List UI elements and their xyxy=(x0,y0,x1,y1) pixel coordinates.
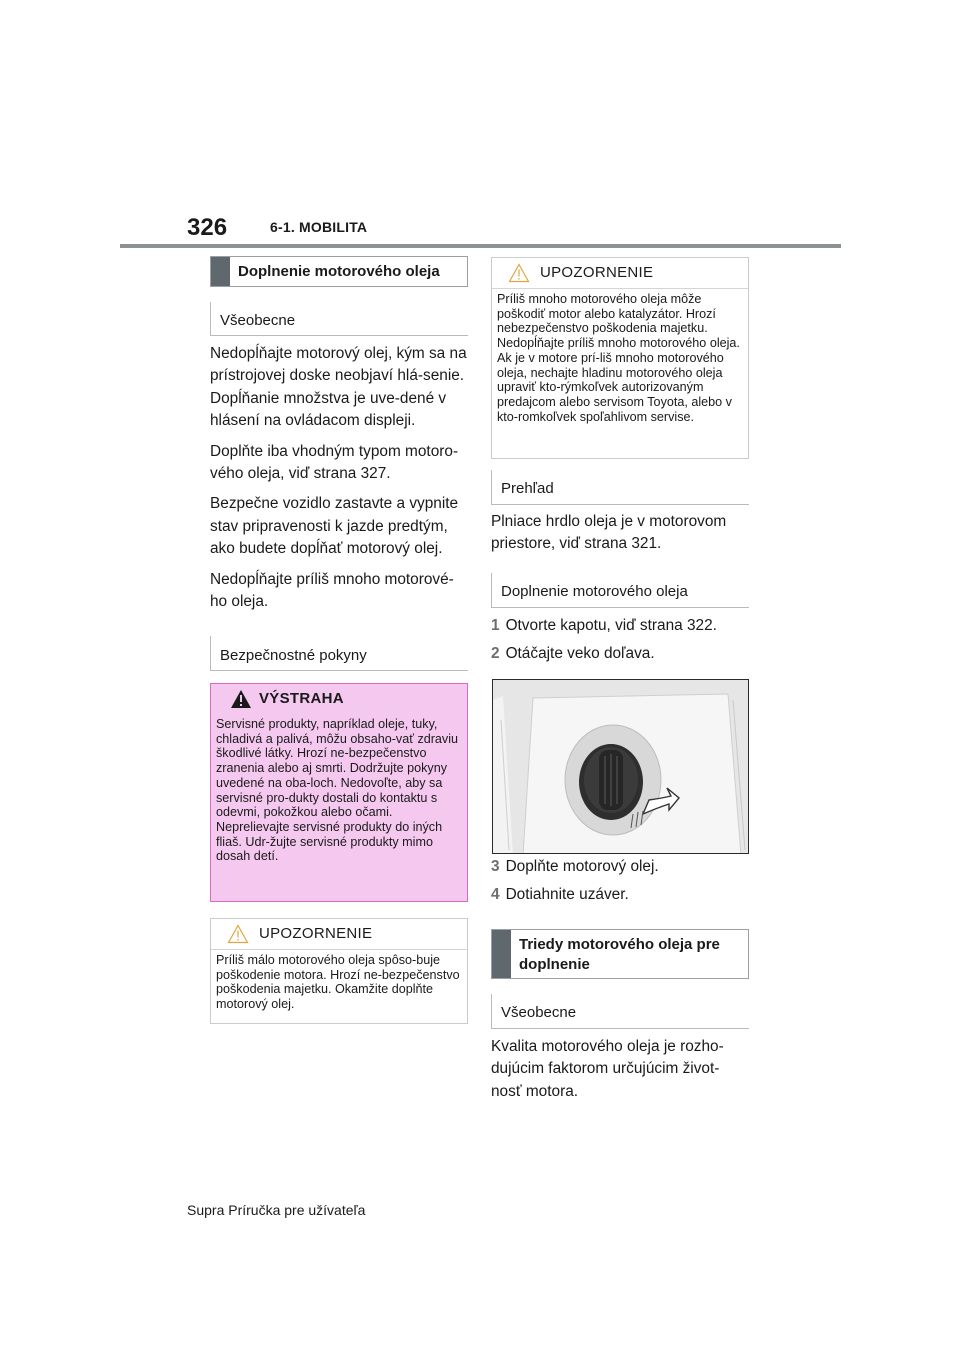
oil-cap-illustration xyxy=(492,679,749,854)
notice-label: UPOZORNENIE xyxy=(259,925,373,942)
caution-outline-triangle-icon xyxy=(227,924,249,944)
chapter-title: 6-1. MOBILITA xyxy=(270,219,368,235)
subhead-refill-label: Doplnenie motorového oleja xyxy=(501,583,688,600)
notice-label: UPOZORNENIE xyxy=(540,264,654,281)
step-text: Otvorte kapotu, viď strana 322. xyxy=(505,617,717,634)
subhead-general-2 xyxy=(491,994,749,1029)
step-text: Doplňte motorový olej. xyxy=(505,858,659,875)
notice-box-right xyxy=(491,257,749,459)
page-number: 326 xyxy=(187,214,228,241)
step-item xyxy=(491,617,717,635)
paragraph: Bezpečne vozidlo zastavte a vypnite stav pripravenosti k jazde predtým, ako budete dopĺňať motorový olej. xyxy=(210,495,459,558)
oil-cap-drawing xyxy=(493,680,749,854)
section-title-box xyxy=(491,929,749,979)
warning-triangle-icon xyxy=(230,689,252,709)
left-paragraphs xyxy=(210,343,468,621)
section-title-bar xyxy=(211,257,230,286)
notice-text: Príliš málo motorového oleja spôso-buje poškodenie motora. Hrozí ne-bezpečenstvo poškodenia majetku. Okamžite doplňte motorový olej. xyxy=(216,953,460,1012)
footer-text: Supra Príručka pre užívateľa xyxy=(187,1202,366,1218)
paragraph: Nedopĺňajte motorový olej, kým sa na prístrojovej doske neobjaví hlá-senie. Dopĺňanie množstva je uve-dené v hlásení na ovládacom displeji. xyxy=(210,345,467,430)
paragraph: Plniace hrdlo oleja je v motorovom priestore, viď strana 321. xyxy=(491,513,727,553)
step-number: 2 xyxy=(491,645,500,662)
step-number: 4 xyxy=(491,886,500,903)
overview-paragraph xyxy=(491,511,749,564)
section-title-box xyxy=(210,256,468,287)
step-text: Otáčajte veko doľava. xyxy=(505,645,655,662)
warning-box xyxy=(210,683,468,902)
subhead-overview xyxy=(491,470,749,505)
step-item xyxy=(491,858,659,876)
subhead-general-label: Všeobecne xyxy=(220,312,296,329)
paragraph: Kvalita motorového oleja je rozho-dujúcim faktorom určujúcim život-nosť motora. xyxy=(491,1038,724,1100)
step-text: Dotiahnite uzáver. xyxy=(505,886,629,903)
warning-text: Servisné produkty, napríklad oleje, tuky, chladivá a palivá, môžu obsaho-vať zdraviu škodlivé látky. Hrozí ne-bezpečenstvo zranenia alebo aj smrti. Dodržujte pokyny uvedené na oba-loch. Nedovoľte, aby sa servisné pro-dukty dostali do kontaktu s odevmi, pokožkou alebo očami. Neprelievajte servisné produkty do iných fliaš. Udr-žujte servisné produkty mimo dosah detí. xyxy=(216,717,459,864)
notice-box-left xyxy=(210,918,468,1024)
section-title: Triedy motorového oleja pre doplnenie xyxy=(519,936,720,973)
subhead-refill xyxy=(491,573,749,608)
warning-label: VÝSTRAHA xyxy=(259,690,344,707)
paragraph: Nedopĺňajte príliš mnoho motorové-ho oleja. xyxy=(210,570,454,611)
step-item xyxy=(491,645,655,663)
subhead-safety xyxy=(210,636,468,671)
subhead-safety-label: Bezpečnostné pokyny xyxy=(220,647,367,664)
step-number: 3 xyxy=(491,858,500,875)
quality-paragraph xyxy=(491,1036,749,1111)
header-rule xyxy=(120,244,841,248)
section-title: Doplnenie motorového oleja xyxy=(238,263,440,280)
subhead-general-label: Všeobecne xyxy=(501,1004,577,1021)
subhead-overview-label: Prehľad xyxy=(501,480,554,497)
section-title-bar xyxy=(492,930,511,978)
step-item xyxy=(491,886,629,904)
caution-outline-triangle-icon xyxy=(508,263,530,283)
notice-header xyxy=(211,919,467,950)
paragraph: Doplňte iba vhodným typom motoro-vého oleja, viď strana 327. xyxy=(210,442,459,483)
subhead-general xyxy=(210,302,468,336)
step-number: 1 xyxy=(491,617,500,634)
notice-header xyxy=(492,258,748,289)
notice-text: Príliš mnoho motorového oleja môže poškodiť motor alebo katalyzátor. Hrozí nebezpečenstvo poškodenia majetku. Nedopĺňajte príliš mnoho motorového oleja. Ak je v motore prí-liš mnoho motorového oleja, nechajte hladinu motorového oleja upraviť kto-rýmkoľvek autorizovaným predajcom alebo servisom Toyota, alebo v kto-romkoľvek spoľahlivom servise. xyxy=(497,292,740,424)
